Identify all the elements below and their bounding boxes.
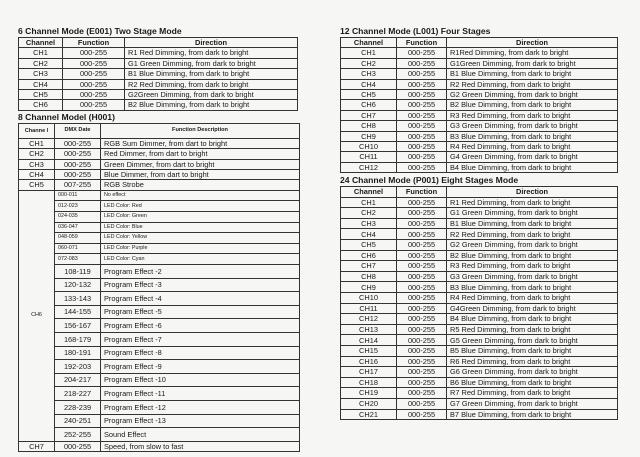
table-row: [341, 110, 618, 120]
table-row: [19, 222, 300, 233]
function-cell: 000-255: [55, 159, 101, 169]
dmx-cell: 144-155: [55, 305, 101, 319]
dmx-cell: 012-023: [55, 201, 101, 212]
channel-cell: CH1: [19, 48, 63, 58]
direction-cell: R1Red Dimming, from dark to bright: [447, 48, 618, 58]
dmx-cell: 156-167: [55, 319, 101, 333]
direction-cell: R4 Red Dimming, from dark to bright: [447, 142, 618, 152]
table-row: [341, 314, 618, 325]
channel-cell: CH19: [341, 388, 397, 399]
table-row: [341, 197, 618, 208]
function-cell: 000-255: [63, 90, 125, 100]
function-cell: 000-255: [397, 377, 447, 388]
table-row: [341, 48, 618, 58]
function-cell: 000-255: [55, 138, 101, 148]
table-row: [341, 58, 618, 68]
function-cell: 000-255: [397, 346, 447, 357]
channel-cell: CH8: [341, 121, 397, 131]
table-row: [341, 100, 618, 110]
description-cell: Program Effect -3: [101, 278, 300, 292]
description-cell: LED Color: Red: [101, 201, 300, 212]
table-row: [19, 360, 300, 374]
table-row: [19, 346, 300, 360]
table-row: [19, 441, 300, 451]
table-12ch: [340, 37, 618, 173]
channel-cell: CH1: [341, 48, 397, 58]
table-row: [19, 387, 300, 401]
header-function-description: Function Description: [101, 123, 300, 138]
table-row: [19, 305, 300, 319]
dmx-cell: 108-119: [55, 265, 101, 279]
direction-cell: B2 Blue Dimming, from dark to bright: [125, 100, 298, 110]
function-cell: 000-255: [397, 314, 447, 325]
table-8ch: [18, 123, 300, 452]
channel-cell: CH2: [341, 58, 397, 68]
description-cell: Program Effect -9: [101, 360, 300, 374]
table-row: [19, 90, 298, 100]
function-cell: 000-255: [397, 250, 447, 261]
direction-cell: B7 Blue Dimming, from dark to bright: [447, 409, 618, 420]
table-row: [341, 131, 618, 141]
function-cell: 000-255: [397, 197, 447, 208]
function-cell: 000-255: [397, 110, 447, 120]
direction-cell: R6 Red Dimming, from dark to bright: [447, 356, 618, 367]
function-cell: 000-255: [397, 208, 447, 219]
function-cell: 000-255: [397, 218, 447, 229]
channel-cell: CH6: [341, 100, 397, 110]
table-row: [19, 278, 300, 292]
description-cell: Sound Effect: [101, 428, 300, 442]
channel-cell: CH11: [341, 303, 397, 314]
function-cell: 000-255: [397, 282, 447, 293]
table-row: [341, 229, 618, 240]
direction-cell: B1 Blue Dimming, from dark to bright: [447, 69, 618, 79]
function-cell: 000-255: [397, 131, 447, 141]
direction-cell: G7 Green Dimming, from dark to bright: [447, 398, 618, 409]
function-cell: 000-255: [397, 293, 447, 304]
table-header-row: [341, 38, 618, 48]
direction-cell: R1 Red Dimming, from dark to bright: [447, 197, 618, 208]
table-row: [19, 159, 300, 169]
table-row: [19, 333, 300, 347]
direction-cell: Speed, from slow to fast: [101, 441, 300, 451]
table-row: [341, 346, 618, 357]
table-row: [341, 356, 618, 367]
table-row: [19, 79, 298, 89]
table-6ch: [18, 37, 298, 111]
table-row: [19, 58, 298, 68]
direction-cell: Blue Dimmer, from dart to bright: [101, 170, 300, 180]
table-row: [19, 243, 300, 254]
direction-cell: B2 Blue Dimming, from dark to bright: [447, 100, 618, 110]
channel-cell: CH2: [19, 149, 55, 159]
dmx-cell: 060-071: [55, 243, 101, 254]
table-row: [341, 79, 618, 89]
table-row: [19, 414, 300, 428]
function-cell: 000-255: [397, 152, 447, 162]
table-row: [19, 48, 298, 58]
channel-cell: CH21: [341, 409, 397, 420]
channel-cell: CH5: [19, 180, 55, 190]
channel-cell: CH11: [341, 152, 397, 162]
table-row: [19, 428, 300, 442]
table-row: [341, 218, 618, 229]
function-cell: 000-255: [397, 69, 447, 79]
direction-cell: B4 Blue Dimming, from dark to bright: [447, 162, 618, 172]
function-cell: 000-255: [63, 100, 125, 110]
table-row: [341, 208, 618, 219]
table-row: [341, 282, 618, 293]
function-cell: 000-255: [397, 79, 447, 89]
description-cell: Program Effect -10: [101, 373, 300, 387]
description-cell: LED Color: Green: [101, 212, 300, 223]
function-cell: 000-255: [63, 58, 125, 68]
description-cell: Program Effect -13: [101, 414, 300, 428]
direction-cell: RGB Strobe: [101, 180, 300, 190]
function-cell: 000-255: [397, 90, 447, 100]
channel-cell: CH2: [19, 58, 63, 68]
dmx-cell: 218-227: [55, 387, 101, 401]
direction-cell: Red Dimmer, from dart to bright: [101, 149, 300, 159]
table-row: [19, 170, 300, 180]
table-header-row: [341, 187, 618, 197]
table-row: [19, 292, 300, 306]
description-cell: Program Effect -2: [101, 265, 300, 279]
channel-cell: CH12: [341, 162, 397, 172]
direction-cell: R3 Red Dimming, from dark to bright: [447, 261, 618, 272]
right-column: [340, 26, 618, 420]
description-cell: LED Color: Cyan: [101, 254, 300, 265]
description-cell: LED Color: Yellow: [101, 233, 300, 244]
channel-cell: CH13: [341, 324, 397, 335]
channel-cell: CH18: [341, 377, 397, 388]
direction-cell: G1 Green Dimming, from dark to bright: [447, 208, 618, 219]
channel-cell: CH10: [341, 293, 397, 304]
table-row: [19, 138, 300, 148]
function-cell: 000-255: [397, 398, 447, 409]
direction-cell: G4 Green Dimming, from dark to bright: [447, 152, 618, 162]
header-direction: Direction: [125, 38, 298, 48]
section-title-12ch: 12 Channel Mode (L001) Four Stages: [340, 26, 491, 36]
direction-cell: B5 Blue Dimming, from dark to bright: [447, 346, 618, 357]
channel-cell: CH6: [19, 190, 55, 441]
channel-cell: CH20: [341, 398, 397, 409]
description-cell: Program Effect -11: [101, 387, 300, 401]
dmx-cell: 036-047: [55, 222, 101, 233]
description-cell: LED Color: Purple: [101, 243, 300, 254]
dmx-cell: 120-132: [55, 278, 101, 292]
direction-cell: RGB Sum Dimmer, from dart to bright: [101, 138, 300, 148]
table-row: [341, 377, 618, 388]
description-cell: Program Effect -8: [101, 346, 300, 360]
table-row: [341, 324, 618, 335]
channel-cell: CH7: [341, 110, 397, 120]
function-cell: 000-255: [397, 324, 447, 335]
direction-cell: G2 Green Dimming, from dark to bright: [447, 240, 618, 251]
dmx-cell: 192-203: [55, 360, 101, 374]
direction-cell: B2 Blue Dimming, from dark to bright: [447, 250, 618, 261]
direction-cell: R1 Red Dimming, from dark to bright: [125, 48, 298, 58]
table-row: [341, 271, 618, 282]
channel-cell: CH3: [341, 69, 397, 79]
channel-cell: CH6: [19, 100, 63, 110]
function-cell: 000-255: [55, 170, 101, 180]
header-channel: Channe l: [19, 123, 55, 138]
table-row: [341, 142, 618, 152]
header-function: Function: [397, 187, 447, 197]
channel-cell: CH4: [341, 229, 397, 240]
function-cell: 000-255: [397, 48, 447, 58]
channel-cell: CH3: [341, 218, 397, 229]
channel-cell: CH1: [19, 138, 55, 148]
direction-cell: R4 Red Dimming, from dark to bright: [447, 293, 618, 304]
direction-cell: G3 Green Dimming, from dark to bright: [447, 121, 618, 131]
direction-cell: B1 Blue Dimming, from dark to bright: [447, 218, 618, 229]
channel-cell: CH12: [341, 314, 397, 325]
table-row: [19, 265, 300, 279]
header-direction: Direction: [447, 38, 618, 48]
channel-cell: CH4: [19, 170, 55, 180]
table-row: [19, 233, 300, 244]
dmx-cell: 024-035: [55, 212, 101, 223]
table-row: [341, 90, 618, 100]
channel-cell: CH9: [341, 131, 397, 141]
channel-cell: CH15: [341, 346, 397, 357]
table-row: [19, 190, 300, 201]
function-cell: 000-255: [397, 240, 447, 251]
table-row: [19, 212, 300, 223]
function-cell: 000-255: [63, 69, 125, 79]
function-cell: 000-255: [397, 162, 447, 172]
direction-cell: B3 Blue Dimming, from dark to bright: [447, 282, 618, 293]
direction-cell: B4 Blue Dimming, from dark to bright: [447, 314, 618, 325]
header-channel: Channel: [341, 38, 397, 48]
header-channel: Channel: [19, 38, 63, 48]
table-header-row: [19, 38, 298, 48]
direction-cell: G6 Green Dimming, from dark to bright: [447, 367, 618, 378]
channel-cell: CH5: [341, 240, 397, 251]
function-cell: 000-255: [397, 271, 447, 282]
direction-cell: R5 Red Dimming, from dark to bright: [447, 324, 618, 335]
section-title-24ch: 24 Channel Mode (P001) Eight Stages Mode: [340, 175, 519, 186]
dmx-cell: 000-011: [55, 190, 101, 201]
channel-cell: CH7: [341, 261, 397, 272]
direction-cell: G2Green Dimming, from dark to bright: [125, 90, 298, 100]
table-row: [341, 250, 618, 261]
function-cell: 000-255: [55, 149, 101, 159]
description-cell: Program Effect -6: [101, 319, 300, 333]
channel-cell: CH8: [341, 271, 397, 282]
dmx-cell: 168-179: [55, 333, 101, 347]
channel-cell: CH3: [19, 159, 55, 169]
function-cell: 000-255: [397, 367, 447, 378]
table-row: [19, 180, 300, 190]
channel-cell: CH3: [19, 69, 63, 79]
table-row: [19, 400, 300, 414]
function-cell: 000-255: [397, 303, 447, 314]
dmx-cell: 072-083: [55, 254, 101, 265]
channel-cell: CH9: [341, 282, 397, 293]
table-row: [19, 149, 300, 159]
header-dmx-date: DMX Date: [55, 123, 101, 138]
direction-cell: G5 Green Dimming, from dark to bright: [447, 335, 618, 346]
direction-cell: G3 Green Dimming, from dark to bright: [447, 271, 618, 282]
channel-cell: CH16: [341, 356, 397, 367]
description-cell: LED Color: Blue: [101, 222, 300, 233]
direction-cell: B3 Blue Dimming, from dark to bright: [447, 131, 618, 141]
function-cell: 000-255: [55, 441, 101, 451]
dmx-cell: 180-191: [55, 346, 101, 360]
header-function: Function: [397, 38, 447, 48]
table-row: [341, 335, 618, 346]
dmx-cell: 228-239: [55, 400, 101, 414]
direction-cell: G2 Green Dimming, from dark to bright: [447, 90, 618, 100]
channel-cell: CH4: [19, 79, 63, 89]
table-row: [341, 293, 618, 304]
direction-cell: G1 Green Dimming, from dark to bright: [125, 58, 298, 68]
channel-cell: CH14: [341, 335, 397, 346]
table-row: [19, 201, 300, 212]
header-direction: Direction: [447, 187, 618, 197]
function-cell: 000-255: [397, 121, 447, 131]
description-cell: Program Effect -12: [101, 400, 300, 414]
description-cell: Program Effect -7: [101, 333, 300, 347]
function-cell: 000-255: [63, 48, 125, 58]
header-channel: Channel: [341, 187, 397, 197]
table-row: [19, 100, 298, 110]
table-row: [341, 152, 618, 162]
direction-cell: B1 Blue Dimming, from dark to bright: [125, 69, 298, 79]
function-cell: 000-255: [397, 58, 447, 68]
table-row: [341, 398, 618, 409]
channel-cell: CH5: [341, 90, 397, 100]
description-cell: No effect: [101, 190, 300, 201]
channel-cell: CH2: [341, 208, 397, 219]
table-row: [341, 240, 618, 251]
dmx-cell: 048-059: [55, 233, 101, 244]
function-cell: 000-255: [397, 356, 447, 367]
table-row: [341, 162, 618, 172]
table-row: [19, 373, 300, 387]
description-cell: Program Effect -4: [101, 292, 300, 306]
function-cell: 000-255: [397, 229, 447, 240]
function-cell: 000-255: [397, 388, 447, 399]
table-row: [19, 319, 300, 333]
table-row: [341, 303, 618, 314]
direction-cell: R3 Red Dimming, from dark to bright: [447, 110, 618, 120]
direction-cell: R2 Red Dimming, from dark to bright: [447, 79, 618, 89]
direction-cell: B6 Blue Dimming, from dark to bright: [447, 377, 618, 388]
channel-cell: CH7: [19, 441, 55, 451]
section-title-6ch: 6 Channel Mode (E001) Two Stage Mode: [18, 26, 182, 36]
table-row: [341, 409, 618, 420]
direction-cell: G4Green Dimming, from dark to bright: [447, 303, 618, 314]
table-row: [341, 69, 618, 79]
function-cell: 000-255: [397, 261, 447, 272]
function-cell: 000-255: [397, 100, 447, 110]
table-row: [19, 254, 300, 265]
channel-cell: CH5: [19, 90, 63, 100]
dmx-cell: 204-217: [55, 373, 101, 387]
table-row: [341, 388, 618, 399]
direction-cell: G1Green Dimming, from dark to bright: [447, 58, 618, 68]
direction-cell: R2 Red Dimming, from dark to bright: [447, 229, 618, 240]
table-row: [19, 69, 298, 79]
left-column: [18, 26, 300, 452]
function-cell: 000-255: [397, 335, 447, 346]
channel-cell: CH4: [341, 79, 397, 89]
table-row: [341, 261, 618, 272]
description-cell: Program Effect -5: [101, 305, 300, 319]
function-cell: 000-255: [397, 142, 447, 152]
table-row: [341, 121, 618, 131]
header-function: Function: [63, 38, 125, 48]
function-cell: 000-255: [397, 409, 447, 420]
channel-cell: CH10: [341, 142, 397, 152]
function-cell: 007-255: [55, 180, 101, 190]
direction-cell: R2 Red Dimming, from dark to bright: [125, 79, 298, 89]
channel-cell: CH1: [341, 197, 397, 208]
dmx-cell: 133-143: [55, 292, 101, 306]
channel-cell: CH17: [341, 367, 397, 378]
direction-cell: Green Dimmer, from dart to bright: [101, 159, 300, 169]
direction-cell: R7 Red Dimming, from dark to bright: [447, 388, 618, 399]
section-title-8ch: 8 Channel Model (H001): [18, 111, 115, 122]
function-cell: 000-255: [63, 79, 125, 89]
dmx-cell: 252-255: [55, 428, 101, 442]
dmx-cell: 240-251: [55, 414, 101, 428]
table-24ch: [340, 186, 618, 420]
channel-cell: CH6: [341, 250, 397, 261]
table-row: [341, 367, 618, 378]
table-header-row: [19, 123, 300, 138]
